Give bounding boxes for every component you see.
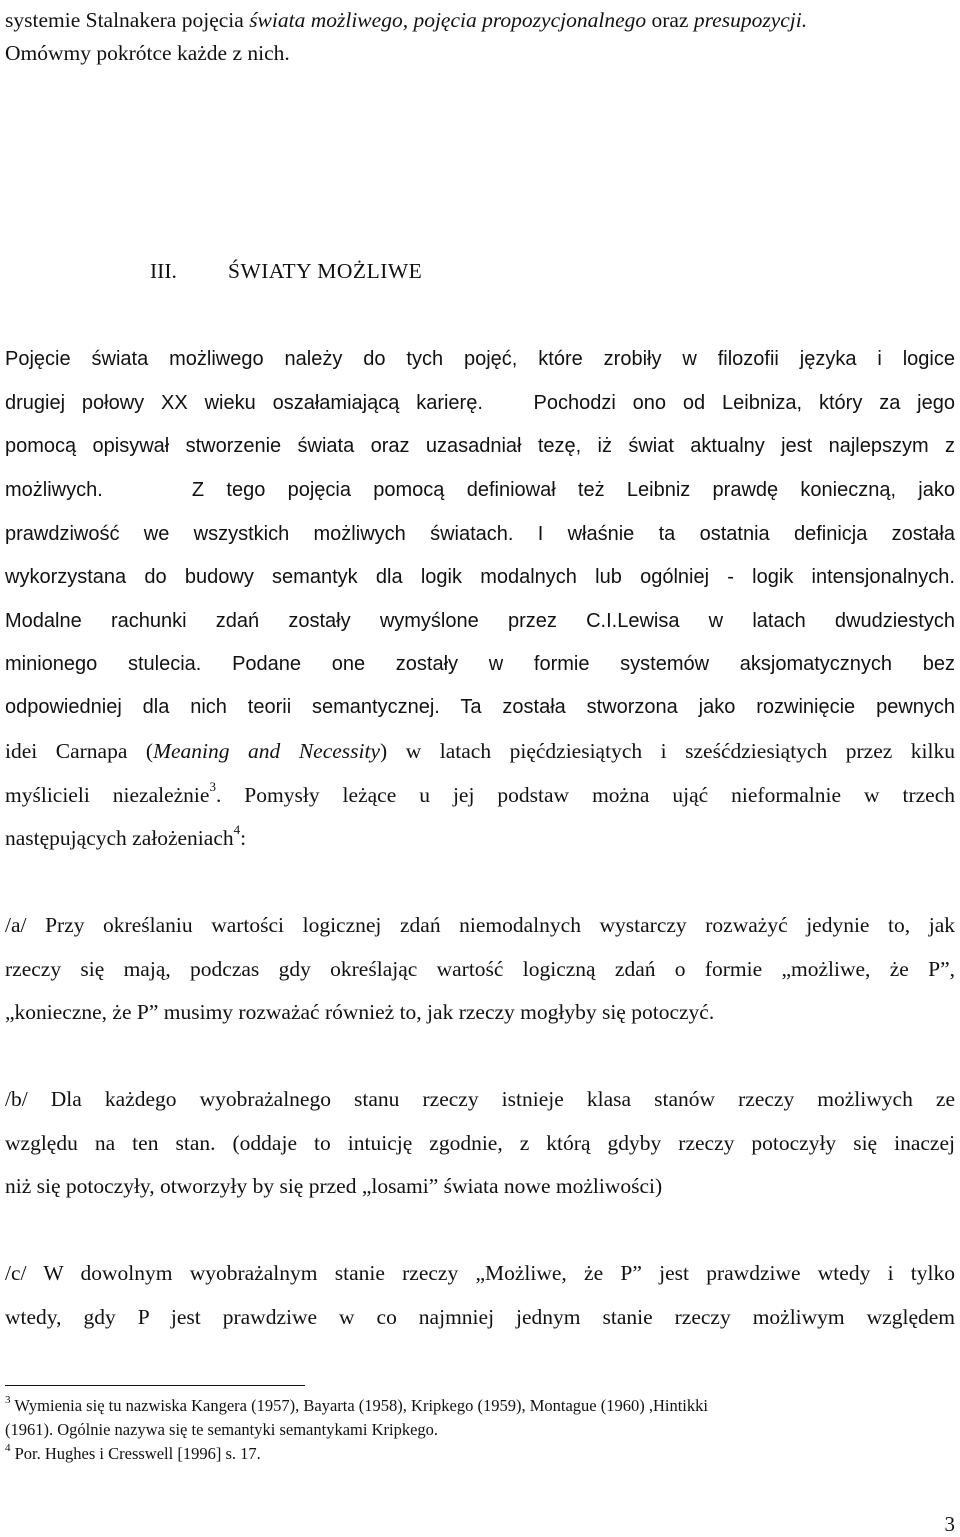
item-a-line-2: rzeczy się mają, podczas gdy określając wartość logiczną zdań o formie „możliwe, że P”, bbox=[5, 957, 955, 981]
footnote-number: 4 bbox=[5, 1441, 11, 1454]
para1-line-7: Modalne rachunki zdań zostały wymyślone przez C.I.Lewisa w latach dwudziestych bbox=[5, 610, 955, 632]
intro-line-1 bbox=[5, 6, 955, 34]
para1-line-11 bbox=[5, 778, 955, 809]
section-title: ŚWIATY MOŻLIWE bbox=[228, 259, 423, 283]
para1-line-5 bbox=[5, 520, 955, 548]
para1-line-2 bbox=[5, 389, 955, 417]
item-c-line-1: /c/ W dowolnym wyobrażalnym stanie rzeczy „Możliwe, że P” jest prawdziwe wtedy i tylko bbox=[5, 1261, 955, 1285]
para1-text: Podane one zostały w formie systemów aksjomatycznych bez bbox=[232, 653, 955, 675]
para1-line-10 bbox=[5, 737, 955, 765]
intro-italic-terms: świata możliwego, pojęcia propozycjonalnego bbox=[249, 8, 647, 32]
footnote-text: Por. Hughes i Cresswell [1996] s. 17. bbox=[10, 1444, 261, 1463]
item-b-line-1: /b/ Dla każdego wyobrażalnego stanu rzeczy istnieje klasa stanów rzeczy możliwych ze bbox=[5, 1087, 955, 1111]
item-a-line-1: /a/ Przy określaniu wartości logicznej zdań niemodalnych wystarczy rozważyć jedynie to, jak bbox=[5, 913, 955, 937]
footnote-number: 3 bbox=[5, 1393, 11, 1406]
intro-line-2: Omówmy pokrótce każde z nich. bbox=[5, 41, 290, 65]
para1-text: Ta została stworzona jako rozwinięcie pewnych bbox=[460, 696, 956, 718]
intro-text: oraz bbox=[646, 8, 694, 32]
para1-line-4 bbox=[5, 476, 955, 504]
para1-text: : bbox=[240, 826, 247, 850]
footnote-4 bbox=[5, 1443, 955, 1465]
page-number: 3 bbox=[944, 1512, 955, 1536]
para1-text: następujących założeniach bbox=[5, 826, 234, 850]
para1-text: idei Carnapa ( bbox=[5, 739, 154, 763]
para1-line-9 bbox=[5, 693, 955, 721]
footnote-ref-4: 4 bbox=[233, 821, 241, 837]
para1-line-12 bbox=[5, 821, 955, 852]
para1-text: odpowiedniej dla nich teorii semantycznej. bbox=[5, 696, 440, 718]
para1-text: możliwych. bbox=[5, 479, 103, 501]
footnote-3-line-2: (1961). Ogólnie nazywa się te semantyki semantykami Kripkego. bbox=[5, 1420, 439, 1439]
para1-text: I właśnie ta ostatnia definicja została bbox=[537, 523, 955, 545]
intro-italic-term: presupozycji. bbox=[693, 8, 808, 32]
para1-line-3: pomocą opisywał stworzenie świata oraz uzasadniał tezę, iż świat aktualny jest najlepszym z bbox=[5, 435, 955, 457]
para1-text: prawdziwość we wszystkich możliwych światach. bbox=[5, 523, 514, 545]
para1-text: minionego stulecia. bbox=[5, 653, 202, 675]
intro-text: systemie Stalnakera pojęcia bbox=[5, 8, 250, 32]
footnote-3-line-1 bbox=[5, 1395, 955, 1417]
para1-line-6: wykorzystana do budowy semantyk dla logik modalnych lub ogólniej - logik intensjonalnych. bbox=[5, 566, 955, 588]
footnote-ref-3: 3 bbox=[209, 778, 216, 794]
para1-line-8 bbox=[5, 650, 955, 678]
footnote-text: Wymienia się tu nazwiska Kangera (1957), Bayarta (1958), Kripkego (1959), Montague (1960) ,Hintikki bbox=[10, 1396, 708, 1415]
item-b-line-3: niż się potoczyły, otworzyły by się przed „losami” świata nowe możliwości) bbox=[5, 1174, 663, 1198]
item-b-line-2: względu na ten stan. (oddaje to intuicję zgodnie, z którą gdyby rzeczy potoczyły się inaczej bbox=[5, 1131, 955, 1155]
item-c-line-2: wtedy, gdy P jest prawdziwe w co najmniej jednym stanie rzeczy możliwym względem bbox=[5, 1305, 955, 1329]
para1-line-1: Pojęcie świata możliwego należy do tych pojęć, które zrobiły w filozofii języka i logice bbox=[5, 348, 955, 370]
para1-text: drugiej połowy XX wieku oszałamiającą karierę. bbox=[5, 392, 483, 414]
book-title: Meaning and Necessity bbox=[153, 739, 381, 763]
para1-text: myślicieli niezależnie bbox=[5, 783, 210, 807]
para1-text: Pochodzi ono od Leibniza, który za jego bbox=[533, 392, 955, 414]
section-number: III. bbox=[150, 259, 177, 283]
para1-text: . Pomysły leżące u jej podstaw można ująć nieformalnie w trzech bbox=[215, 783, 955, 807]
item-a-line-3: „konieczne, że P” musimy rozważać również to, jak rzeczy mogłyby się potoczyć. bbox=[5, 1000, 715, 1024]
para1-text: ) w latach pięćdziesiątych i sześćdziesiątych przez kilku bbox=[380, 739, 956, 763]
para1-text: Z tego pojęcia pomocą definiował też Leibniz prawdę konieczną, jako bbox=[191, 479, 956, 501]
footnote-separator bbox=[5, 1385, 305, 1386]
